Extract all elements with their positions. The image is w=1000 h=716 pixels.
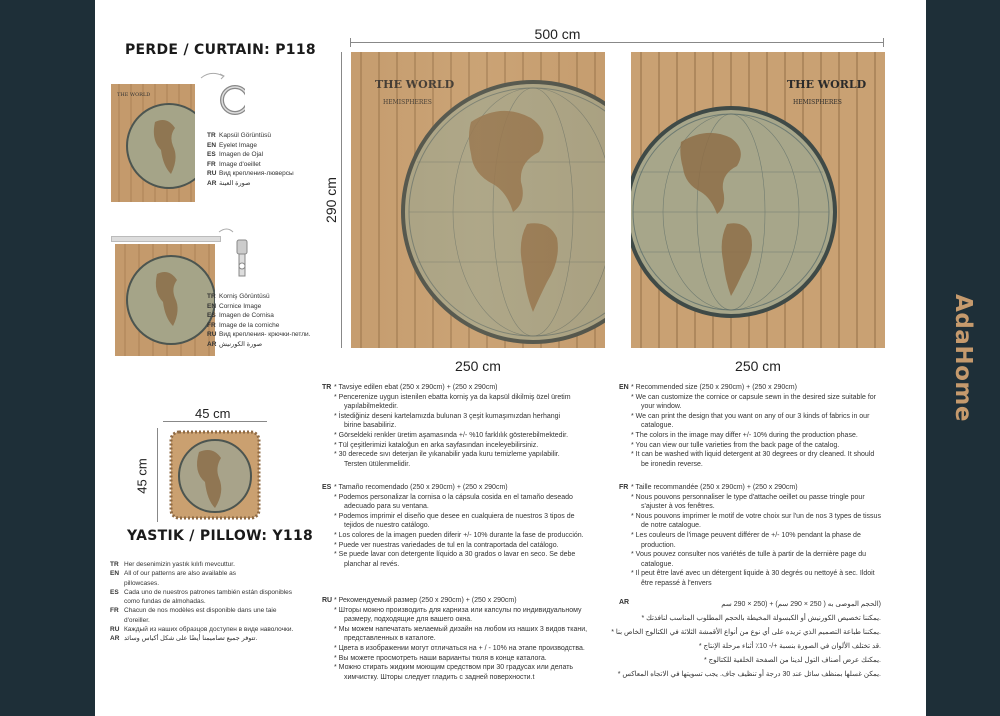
pillow-width-line <box>163 421 267 422</box>
right-panel-width-label: 250 cm <box>735 358 781 374</box>
cornice-rod <box>111 236 221 242</box>
left-panel-width-label: 250 cm <box>455 358 501 374</box>
map-title-left: THE WORLD <box>375 78 455 91</box>
text-block-tr: TR * Tavsiye edilen ebat (250 x 290cm) + (250 x 290cm) * Pencerenize uygun istenilen ebatta korniş ya da kapsül dikilmiş özel üretim yapılabilmektedir. * İstediğiniz deseni kartelamızda bulunan 3 çeşit kumaşımızdan herhangi birine basabiliriz. * Görseldeki renkler üretim aşamasında +/- %10 farklılık gösterebilmektedir. * Tül çeşitlerimizi kataloğun en arka sayfasından inceleyebilirsiniz. * 30 derecede sıvı deterjan ile yıkanabilir yada kuru temizleme yapılabilir. Tersten ütülenmelidir. <box>322 384 571 468</box>
curtain-panel-left <box>351 52 605 348</box>
cornice-legend: TR Korniş Görüntüsü EN Cornice Image ES Imagen de Cornisa FR Image de la corniche RU Вид крепления- крючки-петли. AR صورة الكورنيش <box>207 293 311 348</box>
curtain-height-line <box>341 52 342 348</box>
pillow-height-line <box>157 428 158 522</box>
text-block-es: ES * Tamaño recomendado (250 x 290cm) + (250 x 290cm) * Podemos personalizar la cornisa o la cápsula cosida en el tamaño deseado adecuado para su ventana. * Podemos imprimir el diseño que desee en cualquiera de nuestros 3 tipos de tejidos de nuestro catálogo. * Los colores de la imagen pueden diferir +/- 10% durante la fase de producción. * Puede ver nuestras variedades de tul en la contraportada del catálogo. * Se puede lavar con detergente líquido a 30 grados o lavar en seco. Se debe planchar al revés. <box>322 484 584 568</box>
catalog-page <box>95 0 926 716</box>
text-block-fr: FR * Taille recommandée (250 x 290cm) + (250 x 290cm) * Nous pouvons personnaliser le type d'attache oeillet ou passe tringle pour s'ajuster à vos fenêtres. * Nous pouvons imprimer le motif de votre choix sur l'un de nos 3 types de tissus de notre catalogue. * Les couleurs de l'image peuvent différer de +/- 10% pendant la phase de production. * Vous pouvez consulter nos variétés de tulle à partir de la dernière page du catalogue. * Il peut être lavé avec un détergent liquide à 30 degrés ou nettoyé à sec. Ildoit être repassé à l'envers <box>619 484 881 587</box>
text-block-ru: RU * Рекомендуемый размер (250 x 290cm) + (250 x 290cm) * Шторы можно производить для карниза или капсулы по индивидуальному размеру, подходящие для вашего окна. * Мы можем напечатать желаемый дизайн на любом из наших 3 видов ткани, представленных в каталоге. * Цвета в изображении могут отличаться на + / - 10% на этапе производства. * Вы можете просмотреть наши варианты тюля в конце каталога. * Можно стирать жидким моющим средством при 30 градусах или делать химчистку. Шторы следует гладить с задней поверхности.t <box>322 597 588 681</box>
brand-sidebar <box>926 0 1000 716</box>
eyelet-curtain-thumbnail <box>111 84 195 202</box>
eyelet-legend: TR Kapsül Görüntüsü EN Eyelet Image ES Imagen de Ojal FR Image d'oeillet RU Вид крепления-люверсы AR صورة العينة <box>207 132 294 187</box>
pillow-image <box>169 430 261 520</box>
curtain-height-label: 290 cm <box>323 177 339 223</box>
curtain-panel-right <box>631 52 885 348</box>
curtain-total-width-label: 500 cm <box>534 26 581 42</box>
curtain-title: PERDE / CURTAIN: P118 <box>125 42 316 58</box>
curtain-width-line <box>350 42 884 43</box>
text-block-ar: AR (الحجم الموصى به ( 250 × 290 سم) + (250 × 290 سم .يمكننا تخصيص الكورنيش أو الكبسولة المخيطة بالحجم المطلوب المناسب لنافذتك * .يمكننا طباعة التصميم الذي تريده على أي نوع من أنواع الأقمشة الثلاثة في الكتالوج الخاص بنا * .قد تختلف الألوان في الصورة بنسبة +/- 10٪ أثناء مرحلة الإنتاج * .يمكنك عرض أصناف التول لدينا من الصفحة الخلفية للكتالوج * .يمكن غسلها بمنظف سائل عند 30 درجة أو تنظيف جاف. يجب تسويتها في الاتجاه المعاكس * <box>611 599 881 678</box>
svg-text:THE WORLD: THE WORLD <box>117 92 151 98</box>
svg-text:HEMISPHERES: HEMISPHERES <box>383 99 432 106</box>
pillow-height-label: 45 cm <box>134 458 150 494</box>
svg-text:HEMISPHERES: HEMISPHERES <box>793 99 842 106</box>
pillow-width-label: 45 cm <box>195 406 231 421</box>
text-block-en: EN * Recommended size (250 x 290cm) + (250 x 290cm) * We can customize the cornice or capsule sewn in the desired size suitable for your window. * We can print the design that you want on any of our 3 kinds of fabrics in our catalogue. * The colors in the image may differ +/- 10% during the production phase. * You can view our tulle varieties from the back page of the catalog. * It can be washed with liquid detergent at 30 degrees or dry cleaned. It should be ironedin reverse. <box>619 384 876 468</box>
pillow-title: YASTIK / PILLOW: Y118 <box>127 528 314 544</box>
eyelet-ring-icon <box>195 68 245 118</box>
pillow-notes: TR Her desenimizin yastık kılıfı mevcuttur. EN All of our patterns are also available as pillowcases. ES Cada uno de nuestros patrones también están disponibles como fundas de almohadas. FR Chacun de nos modèles est disponible dans une taie d'oreiller. RU Каждый из наших образцов доступен в виде наволочки. AR تتوفر جميع تصاميمنا أيضًا على شكل أكياس وسائد. <box>110 561 294 643</box>
map-title-right: THE WORLD <box>787 78 867 91</box>
cornice-curtain-thumbnail <box>115 244 215 356</box>
cornice-hook-icon <box>217 226 257 286</box>
brand-logo: AdaHome <box>950 294 976 422</box>
